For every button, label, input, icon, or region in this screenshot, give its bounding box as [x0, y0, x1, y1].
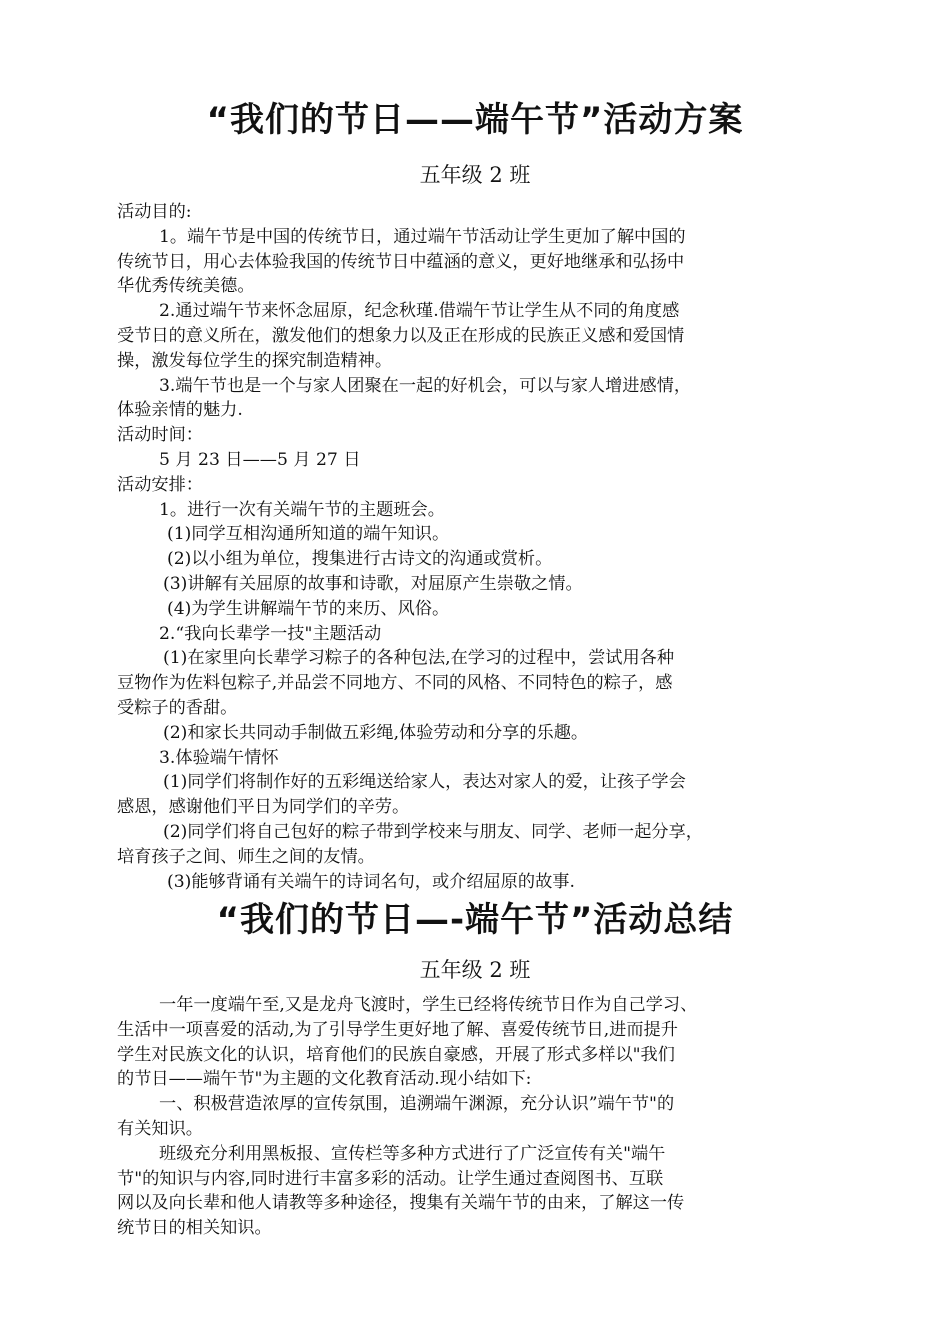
paragraph-line: 受节日的意义所在，激发他们的想象力以及正在形成的民族正义感和爱国情	[117, 325, 685, 346]
paragraph-line: 学生对民族文化的认识，培育他们的民族自豪感，开展了形式多样以"我们	[117, 1044, 675, 1065]
paragraph-line: 操，激发每位学生的探究制造精神。	[117, 350, 393, 371]
paragraph-line: 传统节日，用心去体验我国的传统节日中蕴涵的意义，更好地继承和弘扬中	[117, 251, 685, 272]
activity-date-range: 5 月 23 日——5 月 27 日	[159, 449, 361, 470]
paragraph-line: 有关知识。	[117, 1118, 203, 1139]
paragraph-line: 一、积极营造浓厚的宣传氛围，追溯端午渊源，充分认识”端午节"的	[159, 1094, 675, 1115]
heading-activity-arrangement: 活动安排：	[117, 474, 203, 495]
list-item: 3.体验端午情怀	[159, 747, 279, 768]
paragraph-line: 3.端午节也是一个与家人团聚在一起的好机会，可以与家人增进感情，	[159, 375, 692, 396]
summary-body	[117, 993, 862, 1241]
list-item: 1。进行一次有关端午节的主题班会。	[159, 499, 445, 520]
list-item: (1)同学们将制作好的五彩绳送给家人，表达对家人的爱，让孩子学会	[163, 772, 686, 793]
list-item: (4)为学生讲解端午节的来历、风俗。	[167, 598, 450, 619]
paragraph-line: 节"的知识与内容,同时进行丰富多彩的活动。让学生通过查阅图书、互联	[117, 1168, 664, 1189]
paragraph-line: 网以及向长辈和他人请教等多种途径，搜集有关端午节的由来，了解这一传	[117, 1193, 685, 1214]
paragraph-line: 统节日的相关知识。	[117, 1218, 272, 1239]
heading-activity-time: 活动时间：	[117, 425, 203, 446]
paragraph-line: 的节日——端午节"为主题的文化教育活动.现小结如下:	[117, 1069, 532, 1090]
plan-body	[117, 200, 862, 894]
summary-title: “我们的节日—-端午节”活动总结	[216, 900, 734, 940]
list-item: 2.“我向长辈学一技"主题活动	[159, 623, 382, 644]
paragraph-line: 2.通过端午节来怀念屈原，纪念秋瑾.借端午节让学生从不同的角度感	[159, 301, 680, 322]
heading-activity-purpose: 活动目的:	[117, 202, 192, 222]
list-item: (2)同学们将自己包好的粽子带到学校来与朋友、同学、老师一起分享，	[163, 821, 703, 842]
paragraph-line: 受粽子的香甜。	[117, 697, 238, 718]
plan-title: “我们的节日——端午节”活动方案	[206, 100, 744, 140]
paragraph-line: 感恩，感谢他们平日为同学们的辛劳。	[117, 797, 410, 818]
plan-class-name: 五年级 2 班	[419, 163, 531, 187]
paragraph-line: 培育孩子之间、师生之间的友情。	[117, 846, 375, 867]
list-item: (3)能够背诵有关端午的诗词名句，或介绍屈原的故事.	[167, 871, 575, 892]
paragraph-line: 班级充分利用黑板报、宣传栏等多种方式进行了广泛宣传有关"端午	[159, 1143, 666, 1164]
paragraph-line: 华优秀传统美德。	[117, 276, 255, 297]
list-item: (1)同学互相沟通所知道的端午知识。	[167, 524, 450, 545]
paragraph-line: 1。端午节是中国的传统节日，通过端午节活动让学生更加了解中国的	[159, 226, 686, 247]
paragraph-line: 一年一度端午至,又是龙舟飞渡时，学生已经将传统节日作为自己学习、	[159, 995, 698, 1015]
summary-class-name: 五年级 2 班	[419, 958, 531, 982]
list-item: (3)讲解有关屈原的故事和诗歌，对屈原产生崇敬之情。	[163, 573, 583, 594]
list-item: (2)和家长共同动手制做五彩绳,体验劳动和分享的乐趣。	[163, 722, 589, 743]
paragraph-line: 豆物作为佐料包粽子,并品尝不同地方、不同的风格、不同特色的粽子，感	[117, 673, 673, 694]
paragraph-line: 生活中一项喜爱的活动,为了引导学生更好地了解、喜爱传统节日,进而提升	[117, 1019, 678, 1040]
list-item: (1)在家里向长辈学习粽子的各种包法,在学习的过程中，尝试用各种	[163, 648, 675, 669]
paragraph-line: 体验亲情的魅力.	[117, 400, 243, 421]
list-item: (2)以小组为单位，搜集进行古诗文的沟通或赏析。	[167, 549, 553, 570]
